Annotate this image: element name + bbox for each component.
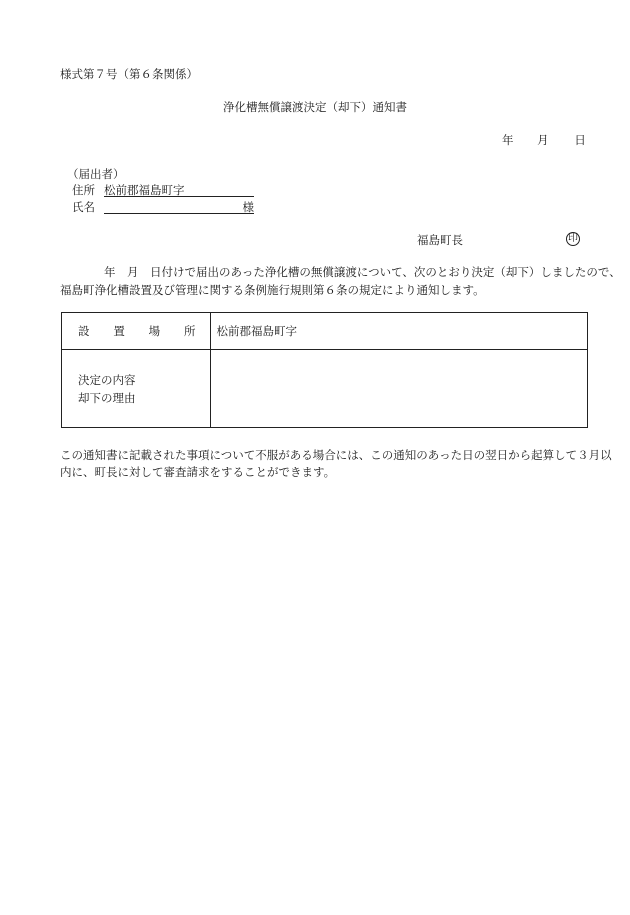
- label-char: 場: [148, 324, 161, 338]
- label-char: 置: [113, 324, 125, 338]
- form-number: 様式第７号（第６条関係）: [60, 67, 198, 81]
- label-char: 下: [89, 390, 101, 405]
- location-value-cell[interactable]: [210, 313, 588, 350]
- decision-value-cell[interactable]: [210, 350, 588, 428]
- info-table: [61, 312, 588, 428]
- label-char: 容: [124, 372, 136, 387]
- name-label: 氏名: [72, 200, 95, 214]
- label-char: 由: [124, 390, 136, 405]
- location-label-cell: [62, 313, 211, 350]
- label-char: の: [101, 390, 113, 405]
- document-title: 浄化槽無償譲渡決定（却下）通知書: [223, 100, 407, 114]
- label-char: 所: [183, 324, 196, 338]
- note-line-1: この通知書に記載された事項について不服がある場合には、この通知のあった日の翌日から起算して３月以: [60, 448, 612, 462]
- location-value: 松前郡福島町字: [216, 324, 297, 338]
- label-char: の: [101, 372, 113, 387]
- date-line: [500, 132, 586, 148]
- note-line-2: 内に、町長に対して審査請求をすることができます。: [60, 465, 336, 479]
- decision-label-cell: [62, 350, 211, 428]
- date-month: 月: [537, 133, 549, 147]
- issuer-title: 福島町長: [417, 233, 463, 247]
- location-label: [62, 323, 210, 339]
- address-label: 住所: [72, 183, 95, 197]
- name-field[interactable]: 様: [104, 199, 254, 214]
- body-line-2: 福島町浄化槽設置及び管理に関する条例施行規則第６条の規定により通知します。: [60, 283, 485, 297]
- seal-mark: 印: [568, 233, 578, 244]
- address-field[interactable]: 松前郡福島町字: [104, 182, 254, 197]
- applicant-label: （届出者）: [67, 167, 125, 181]
- table-row-decision: [62, 350, 588, 428]
- decision-label-line2: [62, 390, 210, 406]
- label-char: 却: [78, 390, 90, 405]
- date-year: 年: [502, 133, 514, 147]
- date-day: 日: [574, 133, 586, 147]
- label-char: 設: [78, 324, 90, 338]
- decision-label-line1: [62, 372, 210, 388]
- table-row-location: [62, 313, 588, 350]
- body-line-1: 年 月 日付けで届出のあった浄化槽の無償譲渡について、次のとおり決定（却下）しましたので、: [104, 265, 621, 279]
- label-char: 内: [112, 372, 124, 387]
- label-char: 理: [112, 390, 124, 405]
- label-char: 決: [78, 372, 90, 387]
- label-char: 定: [89, 372, 101, 387]
